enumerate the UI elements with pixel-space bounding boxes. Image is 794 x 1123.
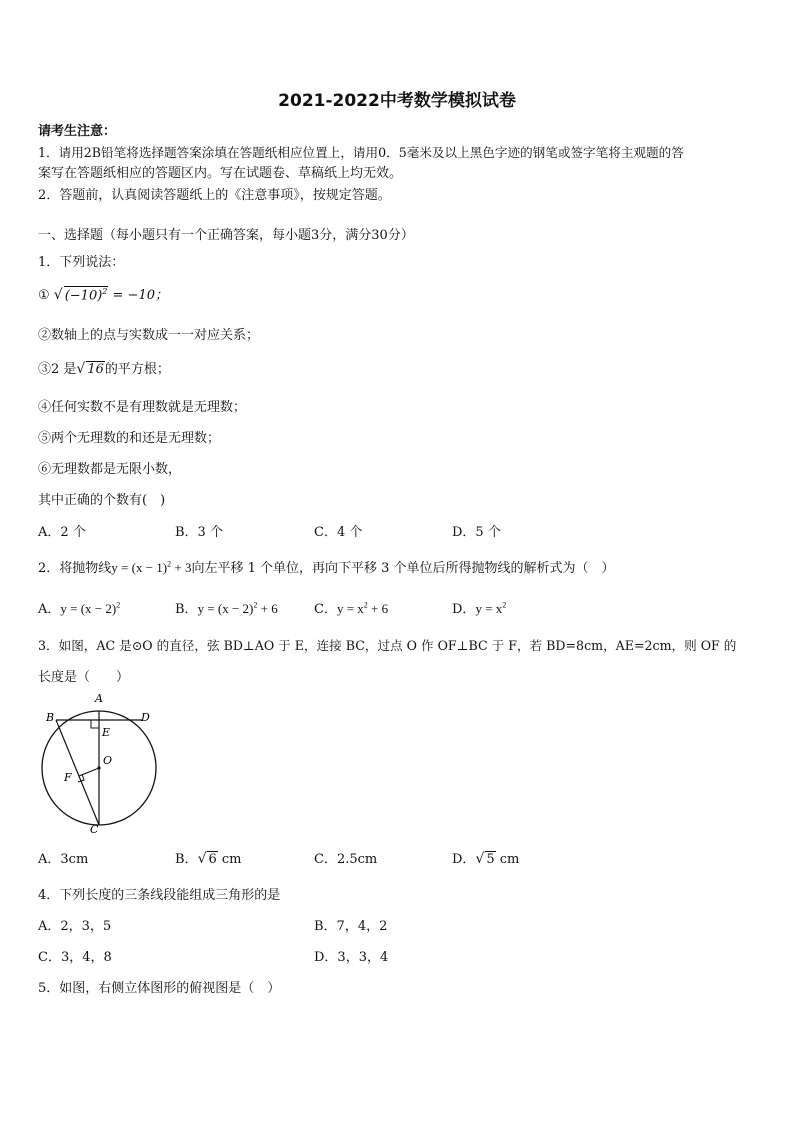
q2-stem-pre: 2．将抛物线 <box>38 561 112 576</box>
q2-stem-post: 向左平移 1 个单位，再向下平移 3 个单位后所得抛物线的解析式为（ ） <box>191 561 615 576</box>
q3-option-d-label: D． <box>452 852 476 867</box>
q2-option-c-formula: y = x <box>336 601 364 616</box>
q1-statement-5: ⑤两个无理数的和还是无理数； <box>38 431 221 446</box>
sqrt-symbol: √ <box>76 361 86 377</box>
q1-stem: 1．下列说法： <box>38 255 125 270</box>
q2-option-d-label: D． <box>452 602 476 617</box>
q3-option-d[interactable] <box>452 848 519 867</box>
q2-option-b-label: B． <box>175 602 198 617</box>
sqrt-symbol: √ <box>197 851 207 867</box>
q3-option-b-radicand: 6 <box>208 852 217 867</box>
q4-option-d[interactable]: D．3，3，4 <box>314 950 389 965</box>
section-heading: 一、选择题（每小题只有一个正确答案，每小题3分，满分30分） <box>38 228 414 243</box>
q2-option-d[interactable] <box>452 598 506 617</box>
notice-heading: 请考生注意： <box>38 124 117 139</box>
sqrt-symbol: √ <box>475 851 485 867</box>
q2-option-b-tail: + 6 <box>257 601 278 616</box>
q1-statement-6: ⑥无理数都是无限小数， <box>38 462 182 477</box>
q3-circle-figure <box>36 690 166 836</box>
q2-option-c[interactable] <box>314 598 388 617</box>
label-b: B <box>46 711 55 724</box>
q2-option-c-exponent: 2 <box>363 600 368 610</box>
q2-option-a-exponent: 2 <box>116 600 121 610</box>
q1-ask: 其中正确的个数有( ) <box>38 493 166 508</box>
q2-formula-exponent: 2 <box>167 559 172 569</box>
q1-s3-post: 的平方根； <box>104 362 170 377</box>
notice-item-1-line-1: 1．请用2B铅笔将选择题答案涂填在答题纸相应位置上，请用0．5毫米及以上黑色字迹的钢笔或签字笔将主观题的答 <box>38 145 684 160</box>
q2-stem <box>38 557 615 576</box>
q5-stem: 5．如图，右侧立体图形的俯视图是（ ） <box>38 981 281 996</box>
q2-option-c-label: C． <box>314 602 337 617</box>
q3-option-d-unit: cm <box>495 852 520 867</box>
q3-option-b-unit: cm <box>217 852 242 867</box>
label-f: F <box>64 771 72 784</box>
page-title: 2021-2022中考数学模拟试卷 <box>278 91 516 111</box>
notice-item-2: 2．答题前，认真阅读答题纸上的《注意事项》，按规定答题。 <box>38 188 391 203</box>
q2-option-a-label: A． <box>38 602 61 617</box>
q4-option-b[interactable]: B．7，4，2 <box>314 919 388 934</box>
notice-item-1-line-2: 案写在答题纸相应的答题区内。写在试题卷、草稿纸上均无效。 <box>38 166 403 181</box>
q1-s1-label: ① <box>38 288 50 303</box>
q3-option-c[interactable]: C．2.5cm <box>314 852 378 867</box>
q2-option-d-exponent: 2 <box>502 600 507 610</box>
q2-option-d-formula: y = x <box>475 601 503 616</box>
q4-option-a[interactable]: A．2，3，5 <box>38 919 112 934</box>
label-o: O <box>103 754 113 767</box>
q1-option-b[interactable]: B．3 个 <box>175 525 223 540</box>
q2-option-b[interactable] <box>175 598 278 617</box>
q2-formula <box>111 560 191 575</box>
q4-option-c[interactable]: C．3，4，8 <box>38 950 112 965</box>
q1-option-a[interactable]: A．2 个 <box>38 525 86 540</box>
q3-stem-line-2: 长度是（ ） <box>38 670 130 685</box>
center-point-o <box>97 766 100 769</box>
label-c: C <box>90 823 99 836</box>
q2-option-b-formula: y = (x − 2) <box>197 601 254 616</box>
sqrt-symbol: √ <box>53 287 63 303</box>
q1-s1-radicand-text: (−10) <box>64 288 103 303</box>
q1-statement-3 <box>38 358 170 377</box>
q2-option-a[interactable] <box>38 598 120 617</box>
q3-option-d-radicand: 5 <box>486 852 495 867</box>
q1-statement-4: ④任何实数不是有理数就是无理数； <box>38 400 247 415</box>
label-d: D <box>141 711 150 724</box>
q1-option-c[interactable]: C．4 个 <box>314 525 363 540</box>
q3-option-b[interactable] <box>175 848 242 867</box>
q3-option-a[interactable]: A．3cm <box>38 852 89 867</box>
q1-s1-exponent: 2 <box>102 286 108 296</box>
q1-s3-pre: ③2 是 <box>38 362 77 377</box>
q4-stem: 4．下列长度的三条线段能组成三角形的是 <box>38 888 281 903</box>
label-e: E <box>102 726 111 739</box>
q2-option-a-formula: y = (x − 2) <box>60 601 117 616</box>
segment-bc <box>56 720 99 825</box>
q2-option-b-exponent: 2 <box>253 600 258 610</box>
q1-s1-radicand <box>64 286 109 303</box>
right-angle-mark-e <box>91 720 99 728</box>
q1-s3-radicand: 16 <box>87 362 104 377</box>
q2-option-c-tail: + 6 <box>367 601 389 616</box>
label-a: A <box>95 692 103 705</box>
q3-stem-line-1: 3．如图，AC 是⊙O 的直径，弦 BD⊥AO 于 E，连接 BC，过点 O 作 OF⊥BC 于 F，若 BD=8cm，AE=2cm，则 OF 的 <box>38 638 737 653</box>
q2-formula-text: y = (x − 1) <box>111 560 168 575</box>
q3-option-b-label: B． <box>175 852 198 867</box>
q1-statement-2: ②数轴上的点与实数成一一对应关系； <box>38 328 260 343</box>
q2-formula-tail: + 3 <box>171 560 192 575</box>
q1-option-d[interactable]: D．5 个 <box>452 525 501 540</box>
q1-s1-rhs: = −10； <box>108 288 168 303</box>
q1-statement-1 <box>38 284 168 303</box>
